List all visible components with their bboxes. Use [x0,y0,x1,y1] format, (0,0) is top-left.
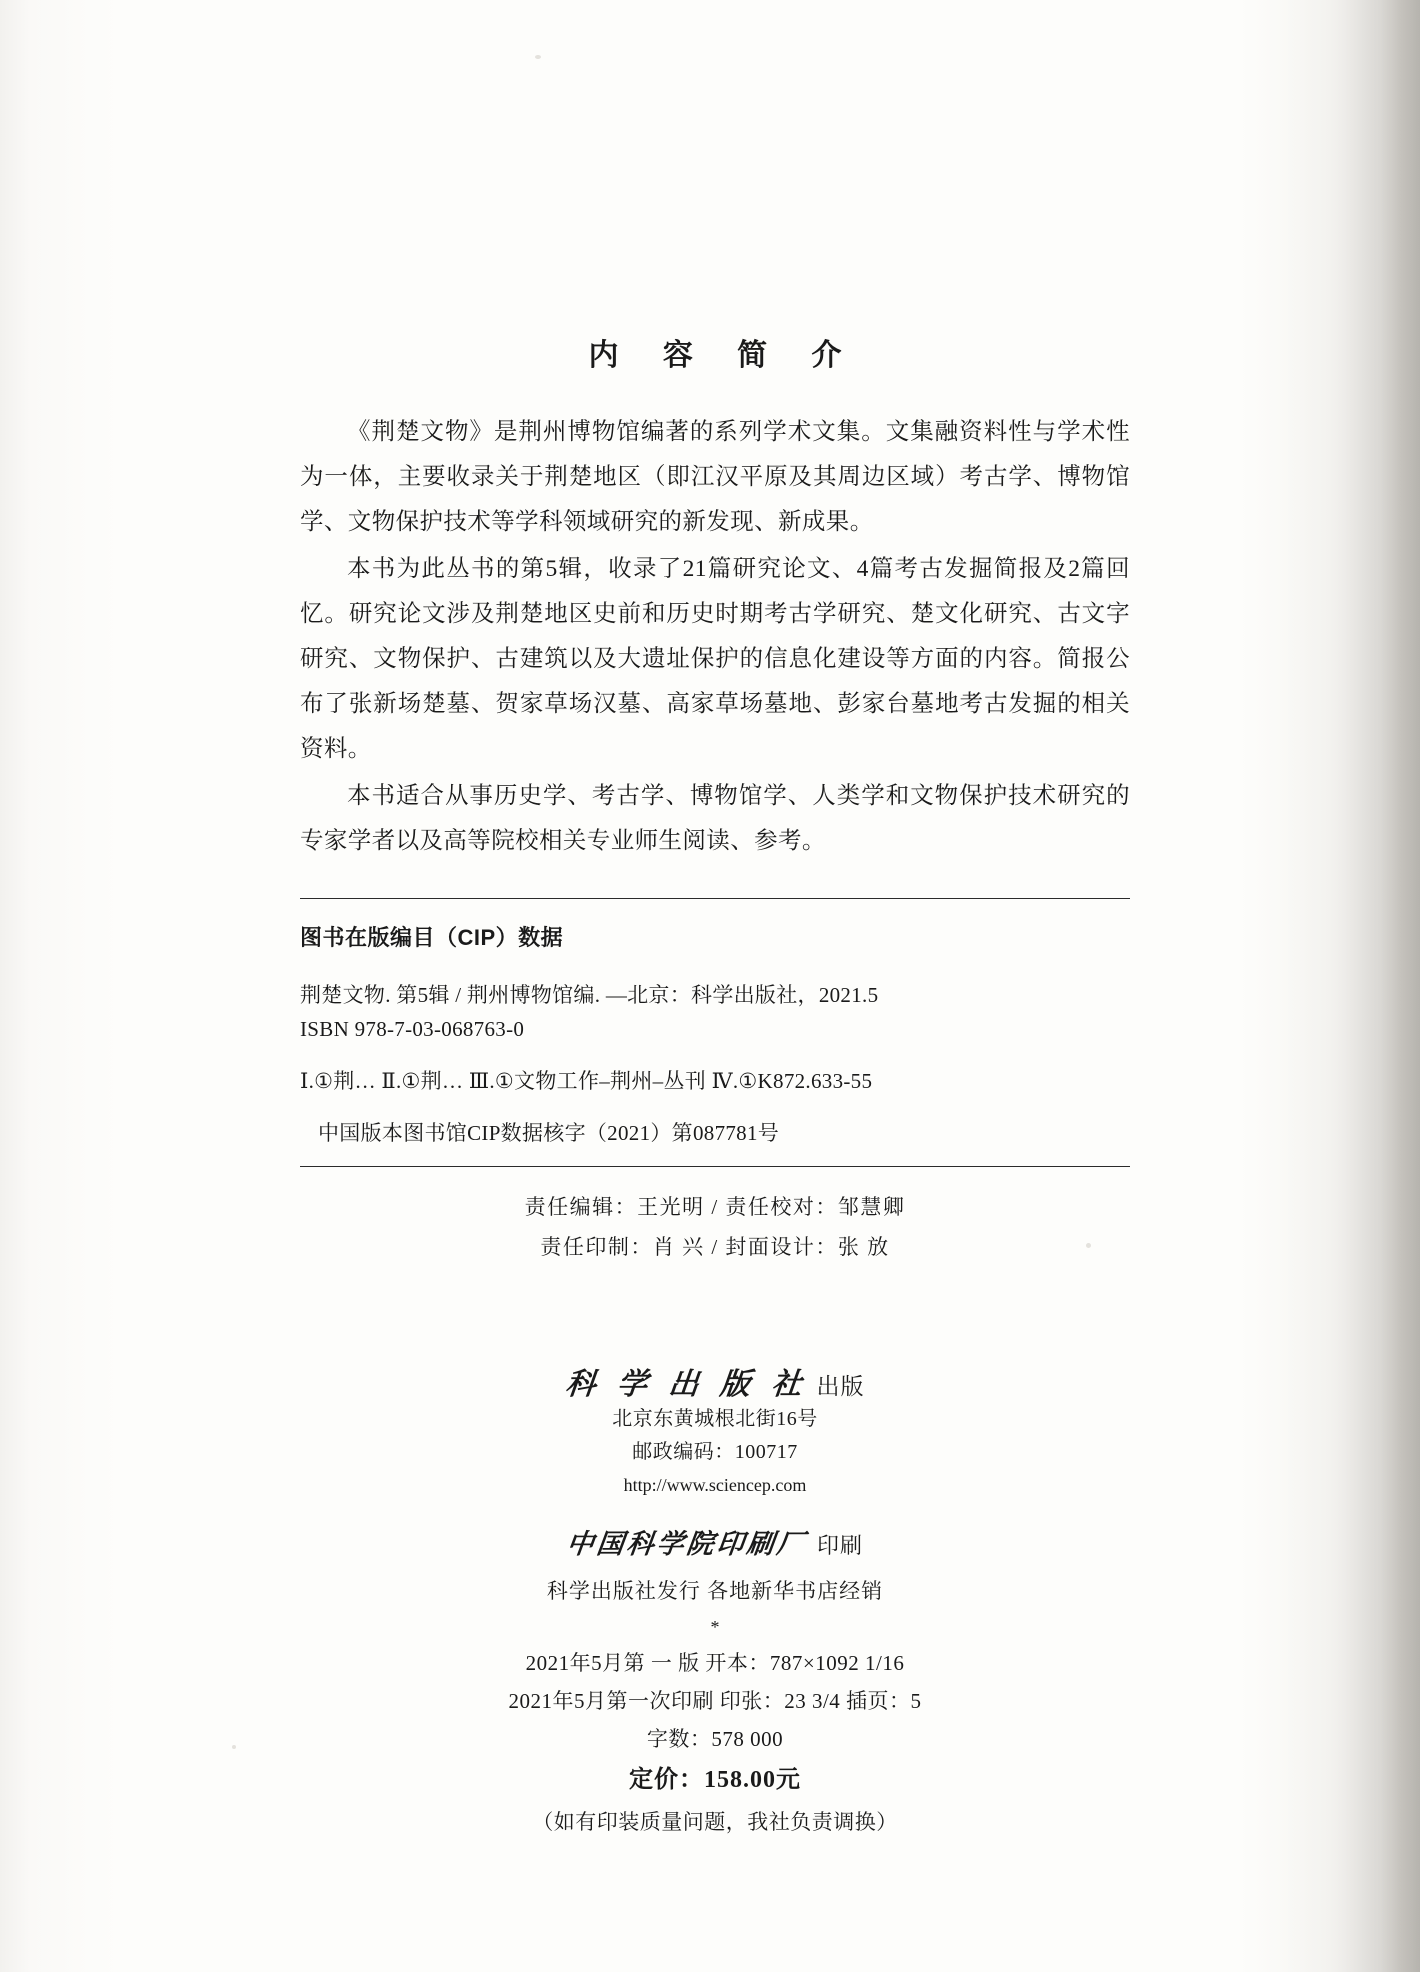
publisher-name-row [300,1359,1130,1403]
specs-block [300,1644,1130,1842]
price-line: 定价：158.00元 [629,1767,801,1793]
publisher-name: 科 学 出 版 社 [563,1368,810,1401]
cip-classification: Ⅰ.①荆… Ⅱ.①荆… Ⅲ.①文物工作–荆州–丛刊 Ⅳ.①K872.633-55 [300,1069,873,1093]
staff-line-editors: 责任编辑：王光明 / 责任校对：邹慧卿 [524,1195,906,1219]
quality-note: （如有印装质量问题，我社负责调换） [532,1810,898,1834]
summary-paragraph-2: 本书为此丛书的第5辑，收录了21篇研究论文、4篇考古发掘简报及2篇回忆。研究论文涉及荆楚地区史前和历史时期考古学研究、楚文化研究、古文字研究、文物保护、古建筑以及大遗址保护的信息化建设等方面的内容。简报公布了张新场楚墓、贺家草场汉墓、高家草场墓地、彭家台墓地考古发掘的相关资料。 [300,556,1130,762]
cip-block [300,899,1130,1150]
spec-edition-line: 2021年5月第 一 版 开本：787×1092 1/16 [525,1651,905,1675]
spec-printing-line: 2021年5月第一次印刷 印张：23 3/4 插页：5 [508,1689,922,1713]
distribution-line: 科学出版社发行 各地新华书店经销 [546,1579,884,1603]
summary-paragraph-3: 本书适合从事历史学、考古学、博物馆学、人类学和文物保护技术研究的专家学者以及高等院校相关专业师生阅读、参考。 [300,783,1130,854]
publisher-address: 北京东黄城根北街16号 [612,1408,818,1430]
publisher-block [300,1359,1130,1502]
printer-name: 中国科学院印刷厂 [564,1529,809,1559]
spec-wordcount-line: 字数：578 000 [646,1727,784,1751]
publisher-url: http://www.sciencep.com [623,1475,807,1495]
summary-paragraph-1: 《荆楚文物》是荆州博物馆编著的系列学术文集。文集融资料性与学术性为一体，主要收录关于荆楚地区（即江汉平原及其周边区域）考古学、博物馆学、文物保护技术等学科领域研究的新发现、新成果。 [300,419,1130,535]
cip-isbn: ISBN 978-7-03-068763-0 [300,1017,525,1041]
page-title: 内 容 简 介 [588,339,860,372]
cip-heading: 图书在版编目（CIP）数据 [300,925,564,950]
publisher-postcode: 邮政编码：100717 [632,1441,798,1463]
cip-spacer-2 [300,1098,1130,1116]
cip-entry-line: 荆楚文物. 第5辑 / 荆州博物馆编. —北京：科学出版社，2021.5 [300,983,879,1007]
cip-core-number: 中国版本图书馆CIP数据核字（2021）第087781号 [318,1121,780,1145]
staff-block [300,1167,1130,1281]
page-content [300,330,1130,1842]
publisher-suffix: 出版 [816,1374,865,1399]
printer-block [300,1522,1130,1638]
asterisk-separator: * [710,1617,720,1637]
cip-spacer [300,1046,1130,1064]
printer-suffix: 印刷 [816,1533,863,1558]
staff-line-production: 责任印制：肖 兴 / 封面设计：张 放 [540,1235,890,1259]
